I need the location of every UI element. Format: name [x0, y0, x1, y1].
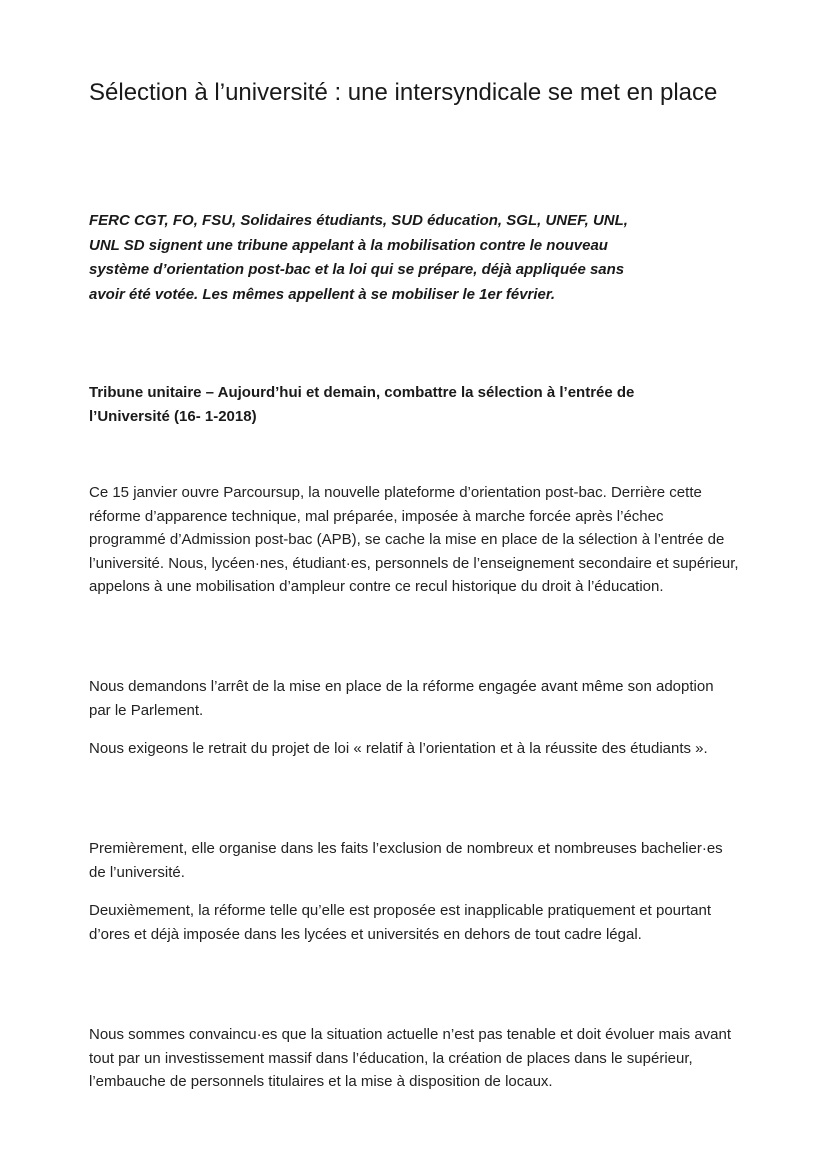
article-lead: FERC CGT, FO, FSU, Solidaires étudiants, SUD éducation, SGL, UNEF, UNL, UNL SD signent une tribune appelant à la mobilisation contre le nouveau système d’orientation post-bac et la loi qui se prépare, déjà appliquée sans avoir été votée. Les mêmes appellent à se mobiliser le 1er février. — [89, 212, 628, 303]
body-paragraph-2: Nous demandons l’arrêt de la mise en place de la réforme engagée avant même son adoption par le Parlement. — [89, 678, 714, 719]
body-paragraph-3: Nous exigeons le retrait du projet de loi « relatif à l’orientation et à la réussite des étudiants ». — [89, 740, 708, 757]
body-paragraph-5: Deuxièmement, la réforme telle qu’elle est proposée est inapplicable pratiquement et pourtant d’ores et déjà imposée dans les lycées et universités en dehors de tout cadre légal. — [89, 902, 712, 943]
body-paragraph-4: Premièrement, elle organise dans les faits l’exclusion de nombreux et nombreuses bachelier·es de l’université. — [89, 840, 723, 881]
tribune-subheading: Tribune unitaire – Aujourd’hui et demain, combattre la sélection à l’entrée de l’Université (16- 1-2018) — [89, 384, 635, 425]
body-paragraph-1: Ce 15 janvier ouvre Parcoursup, la nouvelle plateforme d’orientation post-bac. Derrière cette réforme d’apparence technique, mal préparée, imposée à marche forcée après l’échec programmé d’Admission post-bac (APB), se cache la mise en place de la sélection à l’entrée de l’université. Nous, lycéen·nes, étudiant·es, personnels de l’enseignement secondaire et supérieur, appelons à une mobilisation d’ampleur contre ce recul historique du droit à l’éducation. — [89, 484, 739, 595]
body-paragraph-6: Nous sommes convaincu·es que la situation actuelle n’est pas tenable et doit évoluer mais avant tout par un investissement massif dans l’éducation, la création de places dans le supérieur, l’embauche de personnels titulaires et la mise à disposition de locaux. — [89, 1026, 732, 1090]
article-title: Sélection à l’université : une intersyndicale se met en place — [89, 79, 718, 106]
